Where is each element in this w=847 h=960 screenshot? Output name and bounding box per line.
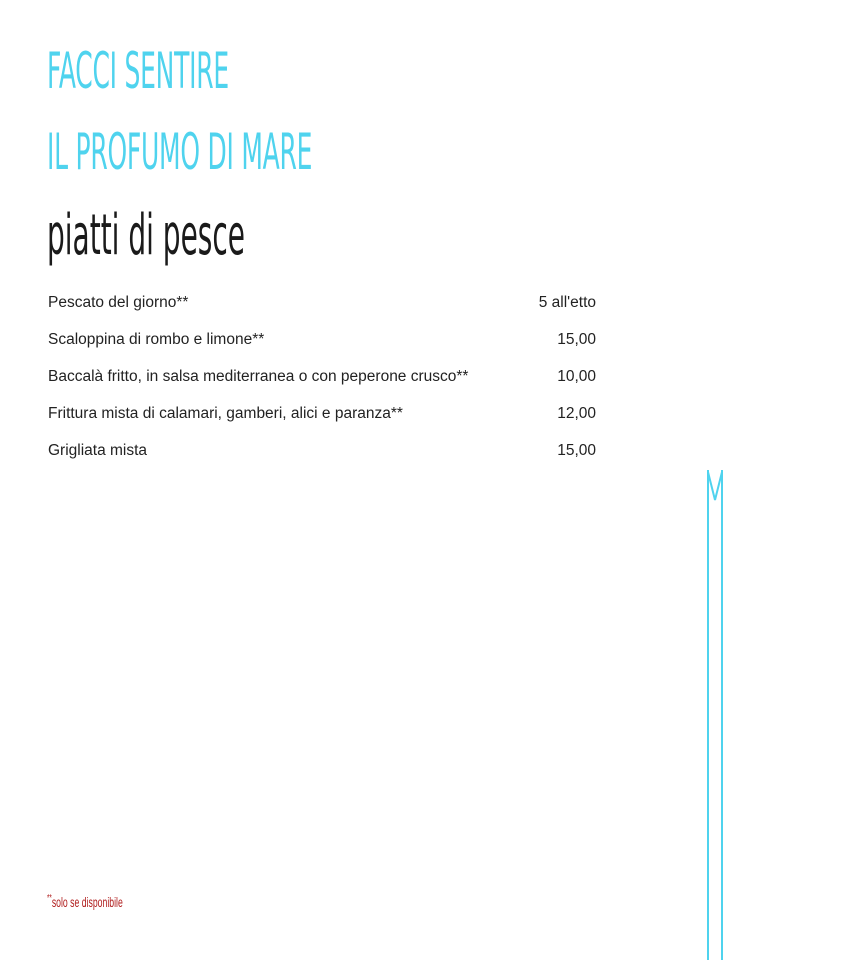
menu-item [48,366,596,403]
menu-item [48,329,596,366]
dish-price: 10,00 [557,368,596,385]
availability-footnote [47,893,123,910]
footnote-text: solo se disponibile [51,894,123,910]
menu-item [48,403,596,440]
section-subtitle: piatti di pesce [47,203,246,268]
menu-list [48,292,596,477]
dish-name: Pescato del giorno** [48,294,189,311]
footnote-stars: ** [47,893,52,904]
dish-price: 5 all'etto [538,294,596,311]
dish-price: 15,00 [557,442,596,459]
dish-name: Scaloppina di rombo e limone** [48,331,265,348]
dish-price: 15,00 [557,331,596,348]
dish-name: Baccalà fritto, in salsa mediterranea o con peperone crusco** [48,368,469,385]
dish-name: Frittura mista di calamari, gamberi, alici e paranza** [48,405,403,422]
title-line-1: FACCI SENTIRE [47,42,229,100]
dish-name: Grigliata mista [48,442,148,459]
menu-item [48,440,596,477]
dish-price: 12,00 [557,405,596,422]
brand-m-logo [705,470,725,960]
title-line-2: IL PROFUMO DI MARE [47,123,313,181]
menu-item [48,292,596,329]
